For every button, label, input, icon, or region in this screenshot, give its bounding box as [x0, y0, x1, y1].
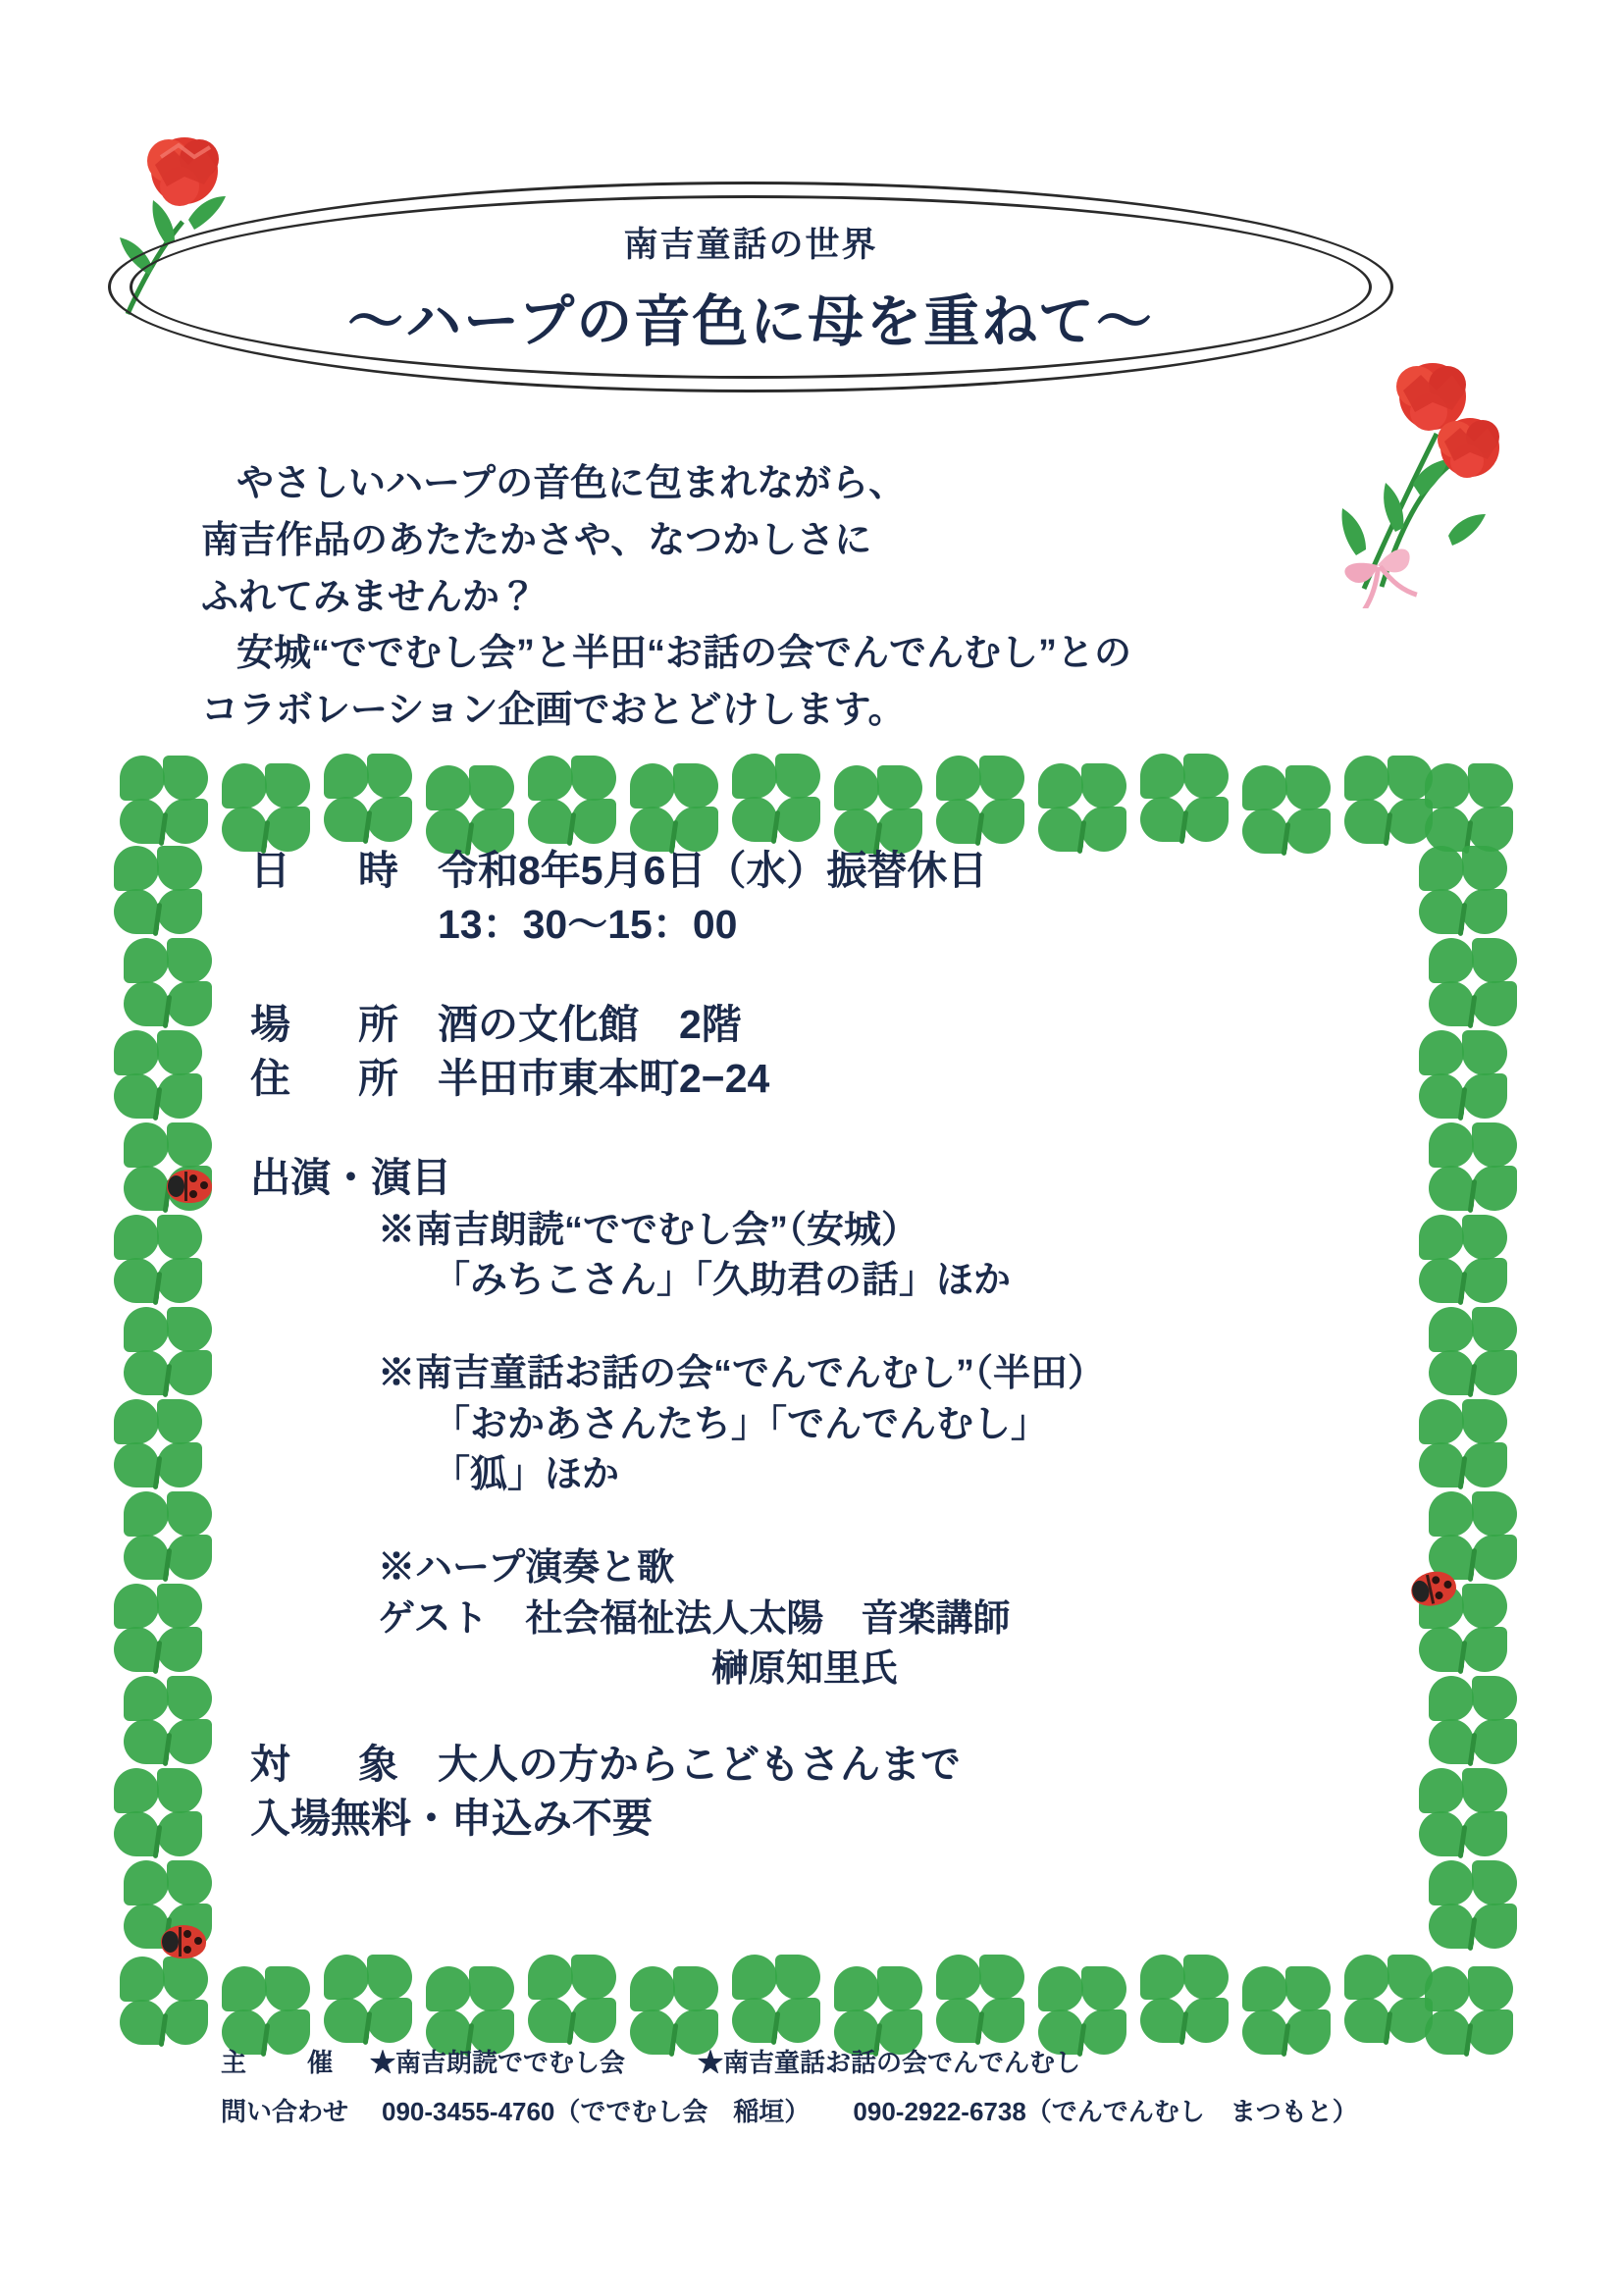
- clover-icon: [112, 1213, 206, 1307]
- place-label: 場 所: [250, 1001, 412, 1047]
- clover-icon: [322, 752, 416, 846]
- spacer: [250, 1500, 1398, 1543]
- clover-icon: [1427, 1305, 1521, 1399]
- datetime-value-2: 13：30〜15：00: [438, 902, 738, 948]
- clover-icon: [118, 754, 212, 848]
- program-item-2-head: ※南吉童話お話の会“でんでんむし”（半田）: [378, 1353, 1106, 1395]
- clover-icon: [526, 1953, 620, 2047]
- clover-icon: [322, 1953, 416, 2047]
- clover-icon: [730, 752, 824, 846]
- clover-icon: [122, 1489, 216, 1584]
- program-block: [250, 1151, 1398, 1695]
- clover-icon: [1036, 761, 1130, 856]
- footer-info: [221, 2041, 1457, 2133]
- clover-icon: [122, 1674, 216, 1768]
- program-item-1-sub-1: 「みちこさん」「久助君の話」ほか: [433, 1260, 1012, 1302]
- clover-icon: [1417, 1397, 1511, 1491]
- clover-icon: [934, 1953, 1028, 2047]
- intro-line-1: やさしいハープの音色に包まれながら、: [236, 463, 907, 504]
- contact-phone-1[interactable]: 090-3455-4760（ででむし会 稲垣）: [382, 2097, 811, 2127]
- intro-line-4: 安城“ででむし会”と半田“お話の会でんでんむし”との: [236, 633, 1132, 675]
- intro-line-2: 南吉作品のあたたかさや、なつかしさに: [201, 519, 872, 561]
- clover-icon: [1423, 761, 1517, 856]
- spacer: [250, 1695, 1398, 1738]
- clover-icon: [1427, 1858, 1521, 1953]
- clover-icon: [1427, 1674, 1521, 1768]
- spacer: [250, 1123, 1398, 1151]
- event-details: [250, 844, 1398, 1847]
- intro-line-5: コラボレーション企画でおとどけします。: [201, 690, 906, 731]
- program-item-2-sub-2: 「狐」ほか: [433, 1453, 620, 1495]
- spacer: [250, 1306, 1398, 1349]
- ladybug-icon: [167, 1170, 212, 1203]
- clover-icon: [112, 844, 206, 938]
- contact-phone-2[interactable]: 090-2922-6738（でんでんむし まつもと）: [853, 2097, 1358, 2127]
- audience-block: [250, 1738, 1398, 1847]
- program-item-3-head: ※ハープ演奏と歌: [378, 1547, 675, 1590]
- clover-icon: [1427, 1121, 1521, 1215]
- program-label: 出演・演目: [250, 1155, 451, 1201]
- clover-icon: [1417, 844, 1511, 938]
- address-label: 住 所: [250, 1056, 412, 1102]
- place-block: [250, 998, 1398, 1107]
- fee-note: 入場無料・申込み不要: [250, 1796, 653, 1842]
- clover-icon: [118, 1955, 212, 2049]
- program-item-1-head: ※南吉朗読“ででむし会”（安城）: [378, 1209, 919, 1251]
- ladybug-icon: [161, 1925, 206, 1958]
- clover-icon: [122, 1305, 216, 1399]
- clover-icon: [1417, 1028, 1511, 1122]
- program-item-3-sub-1: ゲスト 社会福祉法人太陽 音楽講師: [378, 1597, 1011, 1640]
- host-label: 主 催: [221, 2048, 351, 2077]
- clover-icon: [628, 761, 722, 856]
- datetime-block: [250, 844, 1398, 953]
- clover-icon: [934, 754, 1028, 848]
- title-oval: [108, 182, 1393, 392]
- contact-label: 問い合わせ: [221, 2097, 349, 2127]
- clover-icon: [1417, 1213, 1511, 1307]
- clover-icon: [1138, 1953, 1232, 2047]
- clover-icon: [220, 761, 314, 856]
- guest-performer-name: 榊原知里氏: [711, 1647, 899, 1690]
- page-title: 〜ハープの音色に母を重ねて〜: [347, 289, 1154, 353]
- clover-icon: [112, 1582, 206, 1676]
- spacer: [250, 970, 1398, 998]
- clover-icon: [526, 754, 620, 848]
- address-value: 半田市東本町2−24: [438, 1056, 770, 1102]
- clover-icon: [1417, 1766, 1511, 1860]
- host-org-2: ★南吉童話お話の会でんでんむし: [698, 2048, 1081, 2077]
- place-value: 酒の文化館 2階: [438, 1001, 742, 1047]
- datetime-value-1: 令和8年5月6日（水）振替休日: [438, 848, 988, 893]
- intro-line-3: ふれてみませんか？: [201, 576, 538, 618]
- clover-icon: [112, 1028, 206, 1122]
- clover-icon: [1138, 752, 1232, 846]
- clover-icon: [730, 1953, 824, 2047]
- clover-icon: [122, 936, 216, 1030]
- host-org-1: ★南吉朗読ででむし会: [370, 2048, 626, 2077]
- intro-paragraph: [201, 456, 1398, 740]
- program-item-2-sub-1: 「おかあさんたち」「でんでんむし」: [433, 1403, 1049, 1445]
- clover-icon: [112, 1766, 206, 1860]
- clover-icon: [112, 1397, 206, 1491]
- target-label: 対 象: [250, 1742, 412, 1788]
- clover-icon: [1427, 936, 1521, 1030]
- target-value: 大人の方からこどもさんまで: [438, 1742, 961, 1788]
- datetime-label: 日 時: [250, 848, 412, 893]
- poster-subtitle: 南吉童話の世界: [623, 225, 878, 264]
